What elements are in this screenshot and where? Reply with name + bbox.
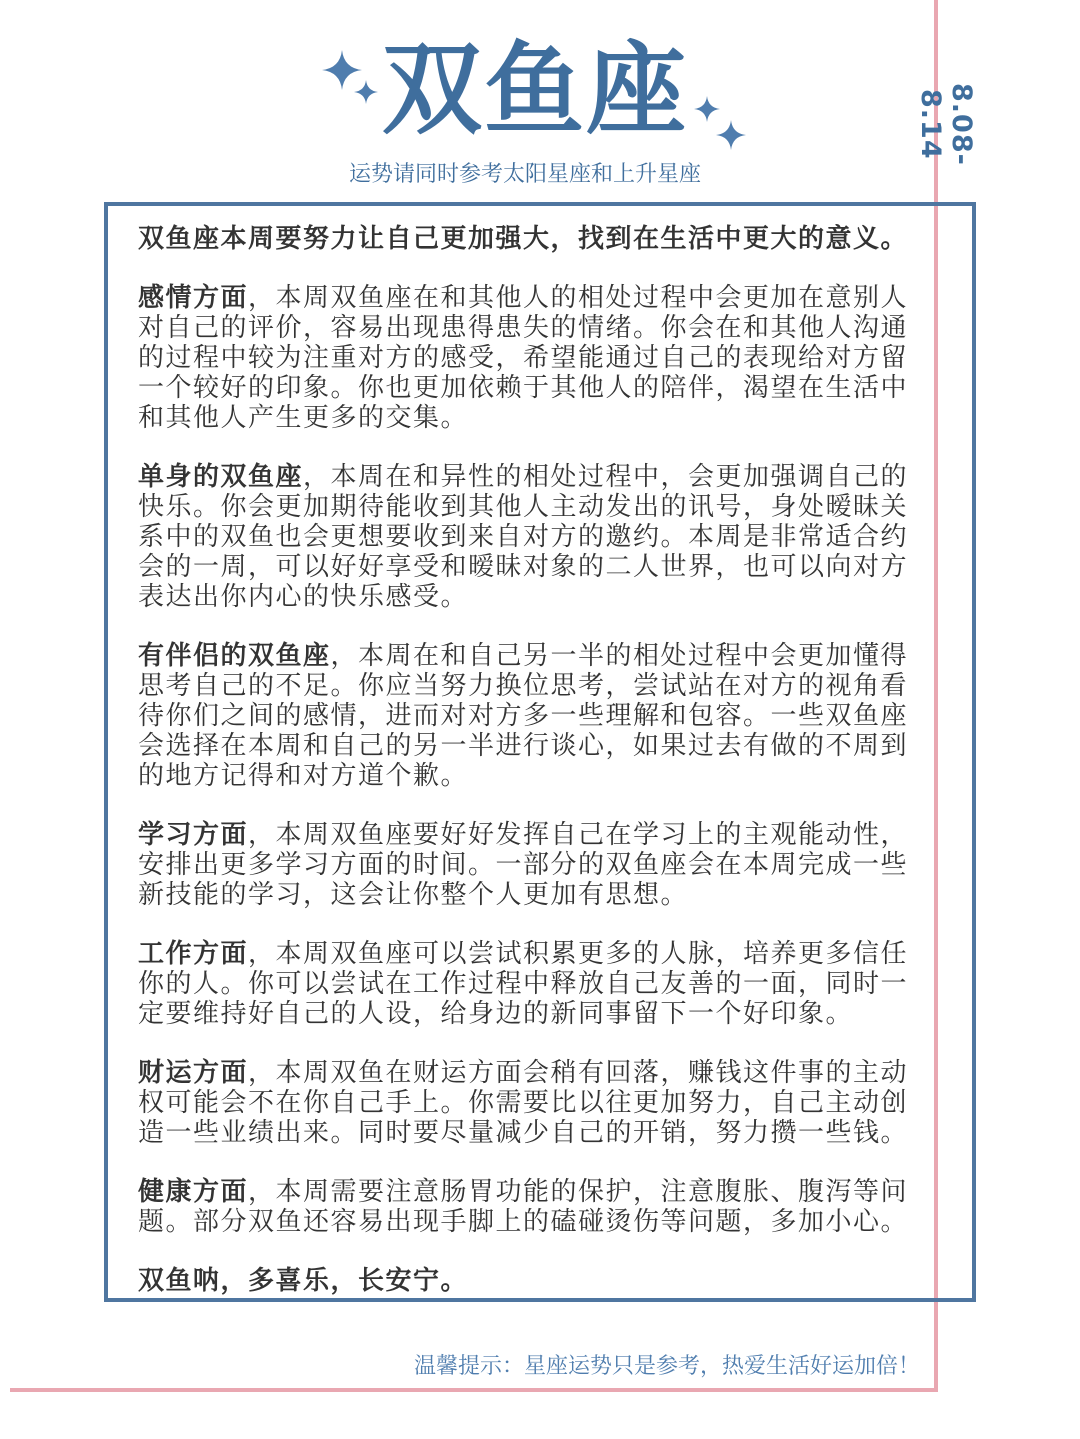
section-work	[138, 939, 918, 1029]
subtitle: 运势请同时参考太阳星座和上升星座	[348, 162, 701, 187]
section-text: ，本周双鱼座可以尝试积累更多的人脉，培养更多信任你的人。你可以尝试在工作过程中释放自己友善的一面，同时一定要维持好自己的人设，给身边的新同事留下一个好印象。	[138, 939, 909, 1029]
section-text: ，本周双鱼座在和其他人的相处过程中会更加在意别人对自己的评价，容易出现患得患失的情绪。你会在和其他人沟通的过程中较为注重对方的感受，希望能通过自己的表现给对方留一个较好的印象。你也更加依赖于其他人的陪伴，渴望在生活中和其他人产生更多的交集。	[138, 283, 909, 433]
closing-paragraph	[138, 1266, 918, 1296]
section-text: ，本周在和异性的相处过程中，会更加强调自己的快乐。你会更加期待能收到其他人主动发出的讯号，身处暧昧关系中的双鱼也会更想要收到来自对方的邀约。本周是非常适合约会的一周，可以好好享受和暧昧对象的二人世界，也可以向对方表达出你内心的快乐感受。	[138, 462, 909, 612]
horoscope-text	[138, 224, 918, 1302]
pink-horizontal-line	[10, 1388, 938, 1392]
section-text: ，本周需要注意肠胃功能的保护，注意腹胀、腹泻等问题。部分双鱼还容易出现手脚上的磕碰烫伤等问题，多加小心。	[138, 1177, 909, 1237]
section-text: ，本周双鱼在财运方面会稍有回落，赚钱这件事的主动权可能会不在你自己手上。你需要比以往更加努力，自己主动创造一些业绩出来。同时要尽量减少自己的开销，努力攒一些钱。	[138, 1058, 909, 1148]
section-love	[138, 283, 918, 433]
section-heading: 健康方面	[138, 1177, 249, 1207]
section-heading: 学习方面	[138, 820, 249, 850]
section-health	[138, 1177, 918, 1237]
section-heading: 单身的双鱼座	[138, 462, 304, 492]
section-wealth	[138, 1058, 918, 1148]
sparkle-icon	[354, 80, 378, 104]
section-single	[138, 462, 918, 612]
section-heading: 财运方面	[138, 1058, 249, 1088]
section-text: ，本周双鱼座要好好发挥自己在学习上的主观能动性，安排出更多学习方面的时间。一部分的双鱼座会在本周完成一些新技能的学习，这会让你整个人更加有思想。	[138, 820, 909, 910]
section-text: ，本周在和自己另一半的相处过程中会更加懂得思考自己的不足。你应当努力换位思考，尝试站在对方的视角看待你们之间的感情，进而对对方多一些理解和包容。一些双鱼座会选择在本周和自己的另一半进行谈心，如果过去有做的不周到的地方记得和对方道个歉。	[138, 641, 909, 791]
closing-text: 双鱼呐，多喜乐，长安宁。	[138, 1266, 469, 1296]
horoscope-content-box	[104, 202, 976, 1302]
section-heading: 感情方面	[138, 283, 249, 313]
intro-paragraph	[138, 224, 918, 254]
sparkle-icon	[694, 96, 720, 122]
intro-text: 双鱼座本周要努力让自己更加强大，找到在生活中更大的意义。	[138, 224, 909, 254]
footer-tip: 温馨提示：星座运势只是参考，热爱生活好运加倍！	[413, 1354, 920, 1379]
date-range: 8.08-8.14	[915, 82, 977, 166]
section-study	[138, 820, 918, 910]
section-heading: 有伴侣的双鱼座	[138, 641, 331, 671]
section-partnered	[138, 641, 918, 791]
page-title: 双鱼座	[382, 31, 688, 148]
sparkle-icon	[716, 120, 746, 150]
section-heading: 工作方面	[138, 939, 249, 969]
